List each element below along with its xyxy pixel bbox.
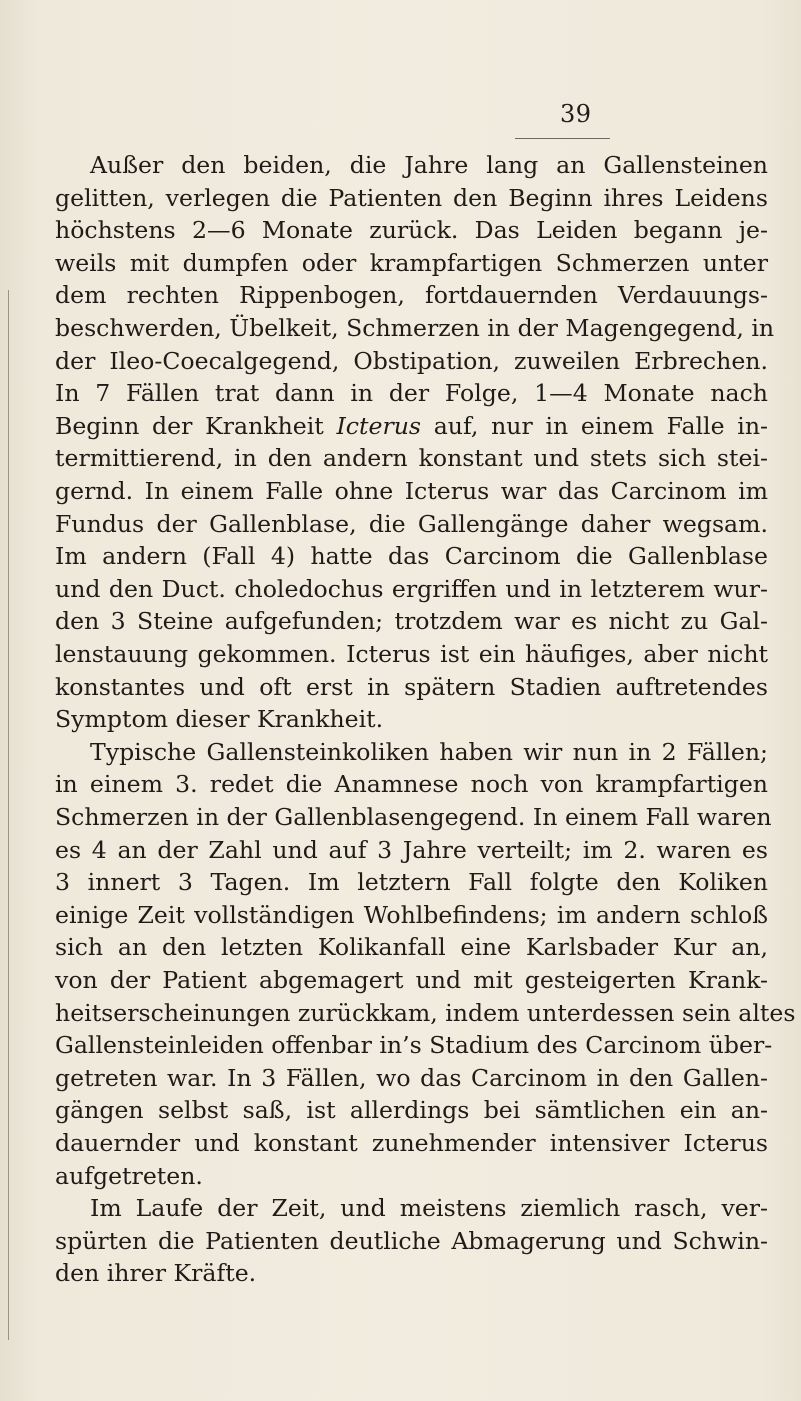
text-line: es 4 an der Zahl und auf 3 Jahre verteilt; im 2. waren es [55,835,768,864]
text-line: der Ileo-Coecalgegend, Obstipation, zuweilen Erbrechen. [55,346,768,375]
text-line: gängen selbst saß, ist allerdings bei sämtlichen ein an- [55,1096,768,1125]
text-line: von der Patient abgemagert und mit gesteigerten Krank- [55,966,768,994]
text-line: den ihrer Kräfte. [55,1259,257,1288]
text-line: in einem 3. redet die Anamnese noch von krampfartigen [55,770,768,799]
text-line: dauernder und konstant zunehmender intensiver Icterus [55,1129,768,1157]
text-line: sich an den letzten Kolikanfall eine Karlsbader Kur an, [55,933,768,962]
text-line: einige Zeit vollständigen Wohlbefindens; im andern schloß [55,900,768,929]
text-line: konstantes und oft erst in spätern Stadien auftretendes [55,672,768,701]
page-edge-mark [8,290,9,1340]
text-line: lenstauung gekommen. Icterus ist ein häufiges, aber nicht [55,640,768,668]
text-line: Im Laufe der Zeit, und meistens ziemlich rasch, ver- [90,1194,768,1223]
text-line: getreten war. In 3 Fällen, wo das Carcinom in den Gallen- [55,1063,768,1092]
header-rule [515,138,610,139]
text-line: Symptom dieser Krankheit. [55,705,384,734]
text-line: heitserscheinungen zurückkam, indem unterdessen sein altes [55,998,796,1027]
text-line: spürten die Patienten deutliche Abmagerung und Schwin- [55,1226,768,1255]
text-line: Außer den beiden, die Jahre lang an Gallensteinen [90,151,768,179]
text-run: Beginn der Krankheit [55,411,337,440]
text-line: Im andern (Fall 4) hatte das Carcinom die Gallenblase [55,542,768,571]
text-line: gernd. In einem Falle ohne Icterus war das Carcinom im [55,477,768,505]
text-line: Schmerzen in der Gallenblasengegend. In einem Fall waren [55,803,772,831]
text-line: beschwerden, Übelkeit, Schmerzen in der Magengegend, in [55,314,775,342]
text-line: In 7 Fällen trat dann in der Folge, 1—4 Monate nach [55,379,768,408]
text-line [55,411,768,440]
italic-term: Icterus [336,411,422,440]
text-line: dem rechten Rippenbogen, fortdauernden Verdauungs- [55,281,768,310]
text-line: aufgetreten. [55,1161,203,1190]
text-line: Fundus der Gallenblase, die Gallengänge daher wegsam. [55,509,768,538]
text-line: Gallensteinleiden offenbar in’s Stadium des Carcinom über- [55,1031,773,1060]
text-line: gelitten, verlegen die Patienten den Beginn ihres Leidens [55,183,768,212]
text-line: Typische Gallensteinkoliken haben wir nun in 2 Fällen; [90,737,768,766]
text-line: termittierend, in den andern konstant und stets sich stei- [55,444,768,473]
text-line: weils mit dumpfen oder krampfartigen Schmerzen unter [55,248,768,277]
text-run: auf, nur in einem Falle in- [421,411,768,440]
text-line: und den Duct. choledochus ergriffen und in letzterem wur- [55,574,768,603]
text-line: den 3 Steine aufgefunden; trotzdem war es nicht zu Gal- [55,607,768,636]
text-line: 3 innert 3 Tagen. Im letztern Fall folgte den Koliken [55,868,768,897]
page-number: 39 [560,100,592,128]
text-line: höchstens 2—6 Monate zurück. Das Leiden begann je- [55,216,768,245]
